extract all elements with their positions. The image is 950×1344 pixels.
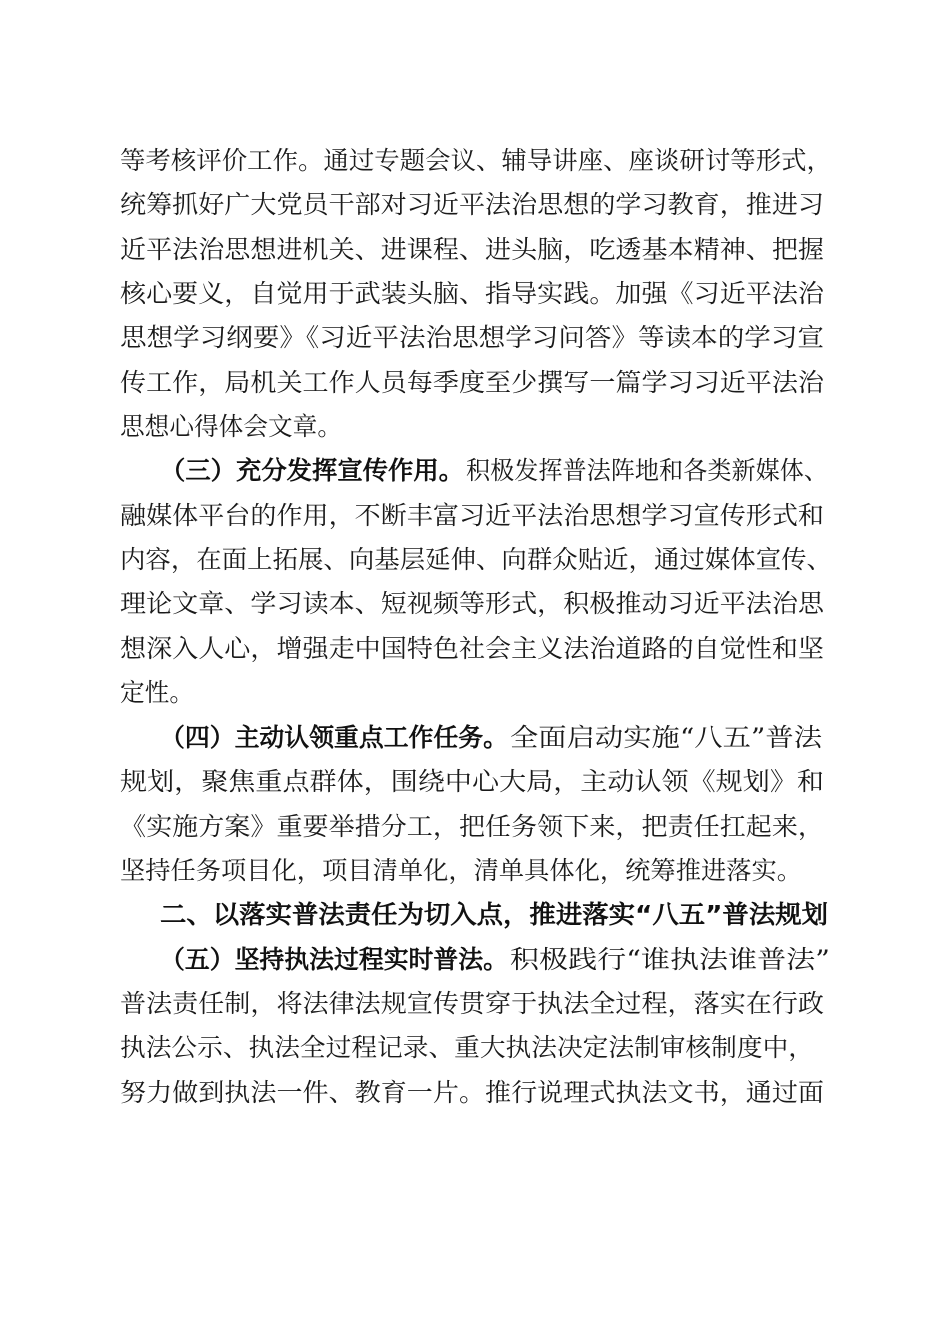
line-text: 思想心得体会文章。 [120,412,342,441]
text-line [0,361,950,405]
text-line [0,627,950,671]
line-text: 定性。 [120,678,194,707]
line-text: 积极践行“谁执法谁普法” [510,945,830,974]
line-text: 内容，在面上拓展、向基层延伸、向群众贴近，通过媒体宣传、 [120,545,832,574]
line-text: 规划，聚焦重点群体，围绕中心大局，主动认领《规划》和 [120,767,824,796]
line-text: 普法责任制，将法律法规宣传贯穿于执法全过程，落实在行政 [120,989,824,1018]
line-text: 统筹抓好广大党员干部对习近平法治思想的学习教育，推进习 [120,190,824,219]
text-line [0,183,950,227]
text-line [0,1026,950,1070]
section-three-heading-line [0,449,950,493]
chapter-two-heading: 二、以落实普法责任为切入点，推进落实“八五”普法规划 [160,900,829,929]
section-five-heading: （五）坚持执法过程实时普法。 [160,945,508,974]
line-text: 坚持任务项目化，项目清单化，清单具体化，统筹推进落实。 [120,856,802,885]
text-line [0,671,950,715]
text-line [0,982,950,1026]
line-text: 理论文章、学习读本、短视频等形式，积极推动习近平法治思 [120,589,824,618]
text-line [0,405,950,449]
line-text: 努力做到执法一件、教育一片。推行说理式执法文书，通过面 [120,1078,824,1107]
section-four-heading: （四）主动认领重点工作任务。 [160,723,508,752]
text-line [0,538,950,582]
section-four-heading-line [0,716,950,760]
line-text: 核心要义，自觉用于武装头脑、指导实践。加强《习近平法治 [120,279,824,308]
section-three-heading: （三）充分发挥宣传作用。 [160,456,464,485]
line-text: 《实施方案》重要举措分工，把任务领下来，把责任扛起来， [120,812,824,841]
line-text: 想深入人心，增强走中国特色社会主义法治道路的自觉性和坚 [120,634,824,663]
text-line [0,805,950,849]
text-line [0,272,950,316]
text-line [0,228,950,272]
text-line [0,849,950,893]
text-line [0,139,950,183]
text-line [0,760,950,804]
line-text: 传工作，局机关工作人员每季度至少撰写一篇学习习近平法治 [120,368,824,397]
text-line [0,494,950,538]
line-text: 近平法治思想进机关、进课程、进头脑，吃透基本精神、把握 [120,235,824,264]
text-line [0,582,950,626]
line-text: 融媒体平台的作用，不断丰富习近平法治思想学习宣传形式和 [120,501,824,530]
line-text: 全面启动实施“八五”普法 [510,723,822,752]
line-text: 思想学习纲要》《习近平法治思想学习问答》等读本的学习宣 [120,323,824,352]
text-line [0,1071,950,1115]
line-text: 执法公示、执法全过程记录、重大执法决定法制审核制度中， [120,1033,814,1062]
text-line [0,316,950,360]
line-text: 等考核评价工作。通过专题会议、辅导讲座、座谈研讨等形式， [120,146,832,175]
chapter-two-heading-line [0,893,950,937]
section-five-heading-line [0,938,950,982]
line-text: 积极发挥普法阵地和各类新媒体、 [466,456,828,485]
